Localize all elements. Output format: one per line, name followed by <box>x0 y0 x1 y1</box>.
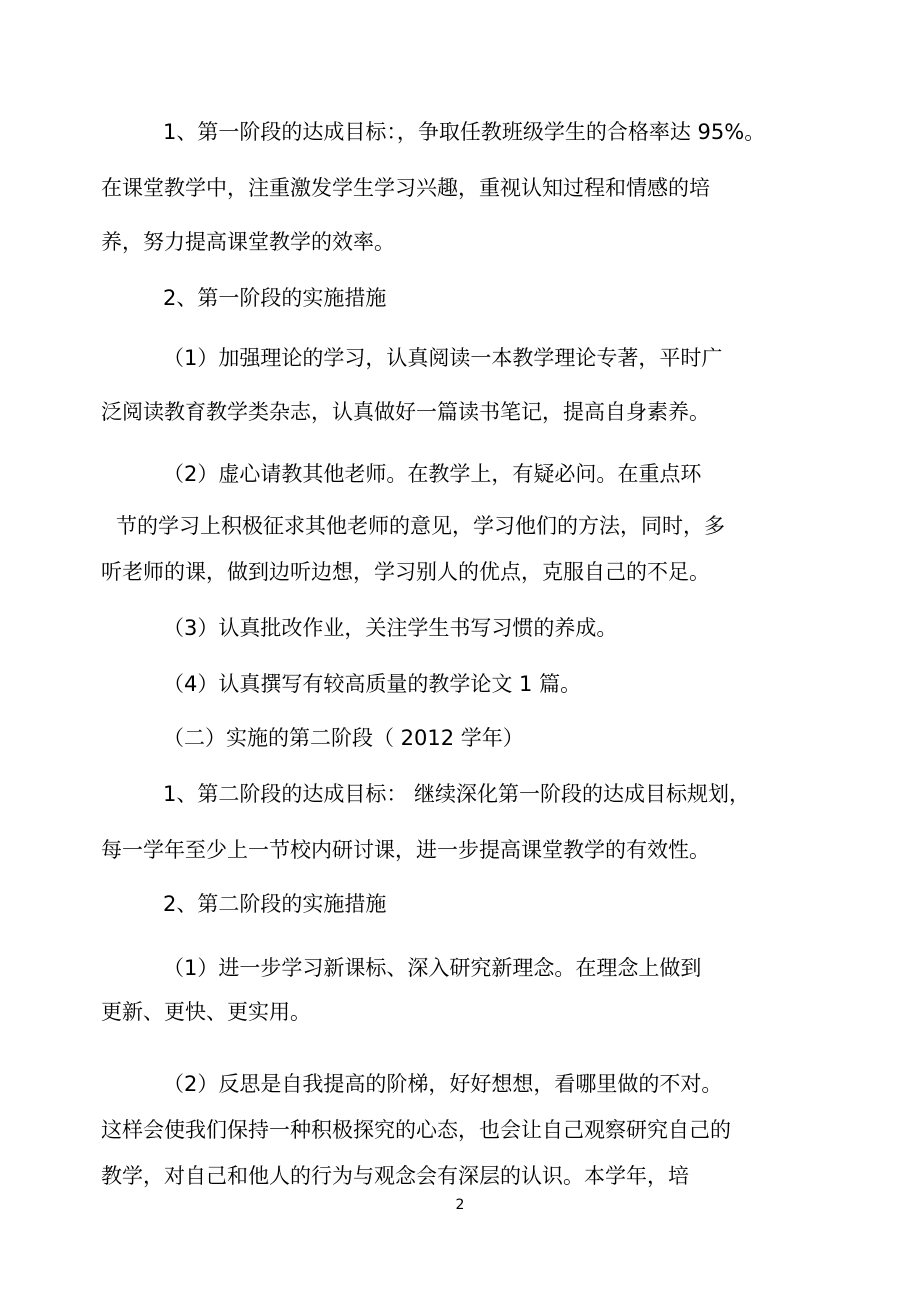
text-line: （4）认真撰写有较高质量的教学论文 1 篇。 <box>163 672 582 696</box>
page-number: 2 <box>455 1197 465 1213</box>
text-line: 听老师的课，做到边听边想，学习别人的优点，克服自己的不足。 <box>101 560 710 584</box>
text-line: 每一学年至少上一节校内研讨课，进一步提高课堂教学的有效性。 <box>101 838 710 862</box>
text-line: 这样会使我们保持一种积极探究的心态，也会让自己观察研究自己的 <box>101 1118 731 1142</box>
text-line: 泛阅读教育教学类杂志，认真做好一篇读书笔记，提高自身素养。 <box>101 400 710 424</box>
text-line: （3）认真批改作业，关注学生书写习惯的养成。 <box>163 616 618 640</box>
text-line: （2）虚心请教其他老师。在教学上，有疑必问。在重点环 <box>163 462 702 486</box>
text-line: 在课堂教学中，注重激发学生学习兴趣，重视认知过程和情感的培 <box>101 176 710 200</box>
text-line: 1、第一阶段的达成目标：，争取任教班级学生的合格率达 95%。 <box>163 120 766 144</box>
text-line: （2）反思是自我提高的阶梯，好好想想，看哪里做的不对。 <box>163 1072 723 1096</box>
text-line: （1）进一步学习新课标、深入研究新理念。在理念上做到 <box>163 956 702 980</box>
text-line: 教学，对自己和他人的行为与观念会有深层的认识。本学年，培 <box>101 1164 689 1188</box>
text-line: 1、第二阶段的达成目标： 继续深化第一阶段的达成目标规划， <box>163 782 751 806</box>
text-line: 2、第一阶段的实施措施 <box>163 286 387 310</box>
text-line: （1）加强理论的学习，认真阅读一本教学理论专著，平时广 <box>163 346 723 370</box>
text-line: 养，努力提高课堂教学的效率。 <box>101 230 395 254</box>
text-line: （二）实施的第二阶段（ 2012 学年） <box>163 726 524 750</box>
text-line: 2、第二阶段的实施措施 <box>163 892 387 916</box>
text-line: 节的学习上积极征求其他老师的意见，学习他们的方法，同时，多 <box>116 514 725 538</box>
text-line: 更新、更快、更实用。 <box>101 1000 311 1024</box>
